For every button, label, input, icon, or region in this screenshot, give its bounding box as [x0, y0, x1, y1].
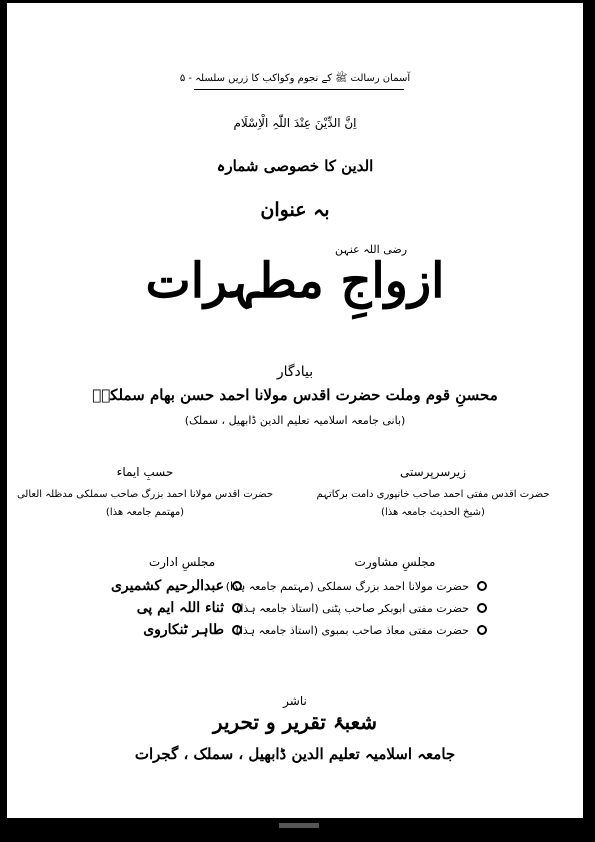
quranic-verse: اِنَّ الدِّیْنَ عِنْدَ اللّٰہِ الْاِسْلَام [233, 116, 357, 130]
advisory-list [225, 575, 487, 641]
patronage-name: حضرت اقدس مفتی احمد صاحب خانپوری دامت برکاتہم [316, 489, 550, 500]
publisher-label: ناشر [283, 694, 307, 708]
bullet-icon [232, 625, 242, 635]
titled-label: بہ عنوان [260, 199, 330, 221]
patronage-role: (شیخ الحدیث جامعہ ھذا) [381, 507, 485, 518]
bottom-mark [279, 823, 319, 828]
list-item: ثناء اللہ ایم پی [102, 597, 242, 619]
list-item: حضرت مولانا احمد بزرگ سملکی (مہتمم جامعہ ہذا) [247, 575, 487, 597]
bullet-icon [232, 603, 242, 613]
memorial-label: بیادگار [276, 364, 314, 380]
by-order-name: حضرت اقدس مولانا احمد بزرگ صاحب سملکی مدظلہ العالی [16, 489, 274, 500]
title-honorific: رضی اللہ عنہن [335, 243, 408, 256]
list-item: طاہر ٹنکاروی [102, 619, 242, 641]
memorial-person: محسنِ قوم وملت حضرت اقدس مولانا احمد حسن بھام سملکیؒ [92, 386, 498, 404]
advisory-heading: مجلسِ مشاورت [354, 555, 436, 569]
bullet-icon [477, 581, 487, 591]
patronage-heading: زیرسرپرستی [399, 465, 467, 479]
bullet-icon [477, 603, 487, 613]
special-issue-label: الدین کا خصوصی شمارہ [216, 157, 374, 175]
editorial-list [102, 575, 242, 641]
cover-page [7, 3, 583, 818]
by-order-role: (مھتمم جامعہ ھذا) [105, 507, 185, 518]
header-rule [194, 89, 404, 90]
series-line: آسمان رسالت ﷺ کے نجوم وکواکب کا زریں سلسلہ - ۵ [179, 73, 411, 84]
list-item: حضرت مفتی معاذ صاحب بمبوی (استاذ جامعہ ہذا) [247, 619, 487, 641]
main-title: ازواجِ مطہرات [145, 253, 445, 309]
list-item: حضرت مفتی ابوبکر صاحب پٹنی (استاذ جامعہ ہذا) [247, 597, 487, 619]
by-order-heading: حسبِ ایماء [116, 465, 174, 479]
memorial-role: (بانی جامعہ اسلامیہ تعلیم الدین ڈابھیل ، سملک) [184, 414, 406, 427]
list-item: عبدالرحیم کشمیری [102, 575, 242, 597]
publisher-organization: جامعہ اسلامیہ تعلیم الدین ڈابھیل ، سملک ، گجرات [134, 745, 456, 763]
bullet-icon [232, 581, 242, 591]
editorial-heading: مجلسِ ادارت [148, 555, 216, 569]
bullet-icon [477, 625, 487, 635]
publisher-department: شعبۂ تقریر و تحریر [212, 710, 378, 734]
